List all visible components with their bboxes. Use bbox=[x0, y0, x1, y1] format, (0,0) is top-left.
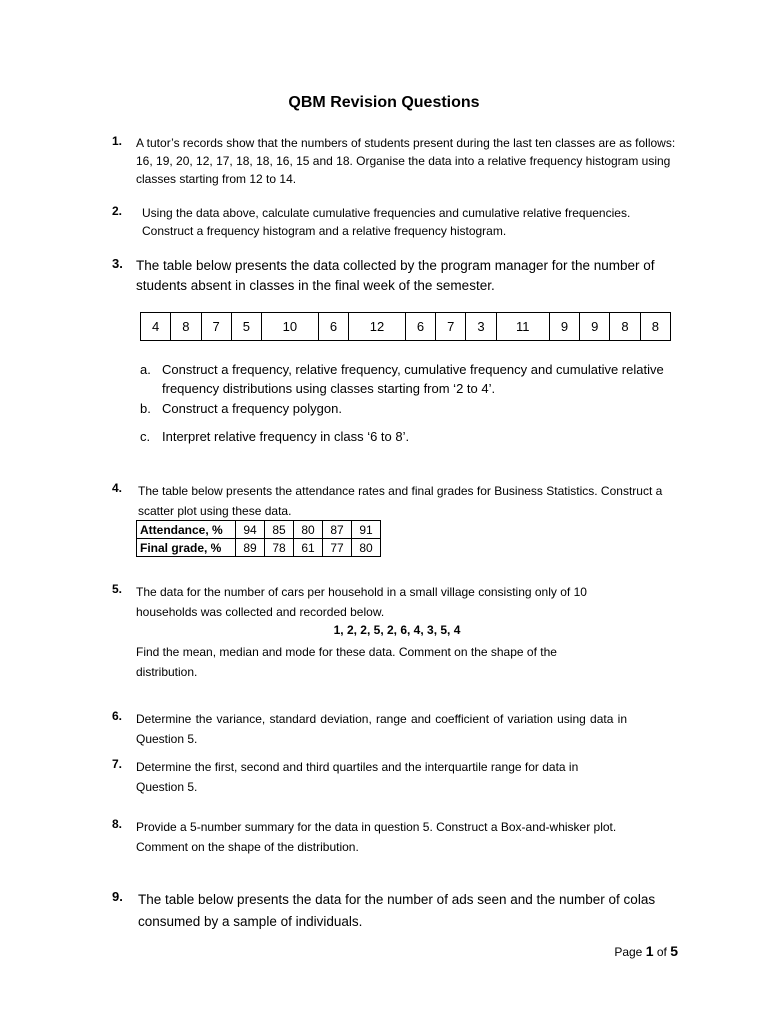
question-text: Using the data above, calculate cumulative frequencies and cumulative relative frequencies. Construct a frequency histogram and a relative frequency histogram. bbox=[142, 206, 631, 238]
question-7 bbox=[112, 757, 627, 797]
question-number: 6. bbox=[112, 709, 123, 723]
table-cell: 8 bbox=[610, 313, 640, 341]
page-word: Page bbox=[614, 945, 643, 959]
table-cell: 12 bbox=[349, 313, 406, 341]
table-cell: 89 bbox=[236, 539, 265, 557]
question-text: Provide a 5-number summary for the data in question 5. Construct a Box-and-whisker plot. Comment on the shape of the distribution. bbox=[136, 820, 617, 854]
table-cell: 9 bbox=[549, 313, 579, 341]
data-line: 1, 2, 2, 5, 2, 6, 4, 3, 5, 4 bbox=[333, 623, 461, 637]
question-text: Determine the variance, standard deviation, range and coefficient of variation using data in Question 5. bbox=[136, 712, 627, 746]
of-word: of bbox=[656, 945, 667, 959]
table-cell: 61 bbox=[294, 539, 323, 557]
table-cell: 10 bbox=[262, 313, 319, 341]
subquestion-c bbox=[140, 427, 680, 446]
question-5 bbox=[112, 582, 602, 622]
table-cell: 9 bbox=[580, 313, 610, 341]
question-text: The table below presents the data collected by the program manager for the number of students absent in classes in the final week of the semester. bbox=[136, 258, 655, 293]
table-cell: 85 bbox=[265, 521, 294, 539]
subquestion-text: Construct a frequency polygon. bbox=[162, 401, 342, 416]
subquestion-text: Construct a frequency, relative frequency, cumulative frequency and cumulative relative frequency distributions using classes starting from ‘2 to 4’. bbox=[162, 362, 664, 396]
question-text: The data for the number of cars per household in a small village consisting only of 10 households was collected and recorded below. bbox=[136, 585, 587, 619]
table-cell: 8 bbox=[640, 313, 670, 341]
page-footer bbox=[614, 943, 678, 959]
row-header: Final grade, % bbox=[137, 539, 236, 557]
question-number: 1. bbox=[112, 134, 123, 148]
table-cell: 6 bbox=[318, 313, 348, 341]
attendance-table bbox=[136, 520, 381, 557]
table-row bbox=[137, 539, 381, 557]
table-cell: 77 bbox=[323, 539, 352, 557]
table-cell: 7 bbox=[201, 313, 231, 341]
question-5-continued bbox=[112, 642, 602, 682]
question-text: Determine the first, second and third quartiles and the interquartile range for data in Question 5. bbox=[136, 760, 579, 794]
question-9 bbox=[112, 889, 682, 933]
question-1 bbox=[112, 134, 682, 188]
subquestion-label: c. bbox=[140, 429, 151, 444]
question-number: 9. bbox=[112, 889, 123, 904]
subquestion-label: a. bbox=[140, 362, 151, 377]
row-header: Attendance, % bbox=[137, 521, 236, 539]
table-cell: 3 bbox=[466, 313, 496, 341]
table-cell: 11 bbox=[496, 313, 549, 341]
question-number: 2. bbox=[112, 204, 123, 218]
table-cell: 8 bbox=[171, 313, 201, 341]
question-number: 8. bbox=[112, 817, 123, 831]
question-number: 7. bbox=[112, 757, 123, 771]
page-number: 1 bbox=[645, 943, 654, 959]
question-text: Find the mean, median and mode for these data. Comment on the shape of the distribution. bbox=[136, 645, 557, 679]
absence-table bbox=[140, 312, 671, 341]
subquestion-label: b. bbox=[140, 401, 151, 416]
table-cell: 7 bbox=[436, 313, 466, 341]
question-2 bbox=[112, 204, 682, 240]
table-cell: 87 bbox=[323, 521, 352, 539]
table-cell: 94 bbox=[236, 521, 265, 539]
question-number: 4. bbox=[112, 481, 123, 495]
subquestion-a bbox=[140, 360, 680, 398]
table-cell: 5 bbox=[231, 313, 261, 341]
question-3 bbox=[112, 256, 682, 296]
question-4 bbox=[112, 481, 682, 521]
table-cell: 80 bbox=[294, 521, 323, 539]
table-row bbox=[137, 521, 381, 539]
table-cell: 78 bbox=[265, 539, 294, 557]
table-cell: 91 bbox=[352, 521, 381, 539]
question-text: A tutor’s records show that the numbers of students present during the last ten classes are as follows: 16, 19, 20, 12, 17, 18, 18, 16, 15 and 18. Organise the data into a relative frequency histogram using classes starting from 12 to 14. bbox=[136, 136, 676, 186]
page-title: QBM Revision Questions bbox=[288, 94, 480, 111]
subquestion-text: Interpret relative frequency in class ‘6 to 8’. bbox=[162, 429, 410, 444]
question-text: The table below presents the data for the number of ads seen and the number of colas consumed by a sample of individuals. bbox=[138, 892, 656, 929]
question-number: 5. bbox=[112, 582, 123, 596]
question-8 bbox=[112, 817, 627, 857]
table-cell: 6 bbox=[405, 313, 435, 341]
table-row bbox=[141, 313, 671, 341]
question-number: 3. bbox=[112, 256, 123, 271]
page-total: 5 bbox=[670, 943, 678, 959]
subquestion-b bbox=[140, 399, 680, 418]
table-cell: 4 bbox=[141, 313, 171, 341]
table-cell: 80 bbox=[352, 539, 381, 557]
question-text: The table below presents the attendance rates and final grades for Business Statistics. Construct a scatter plot using these data. bbox=[138, 484, 663, 518]
question-6 bbox=[112, 709, 627, 749]
